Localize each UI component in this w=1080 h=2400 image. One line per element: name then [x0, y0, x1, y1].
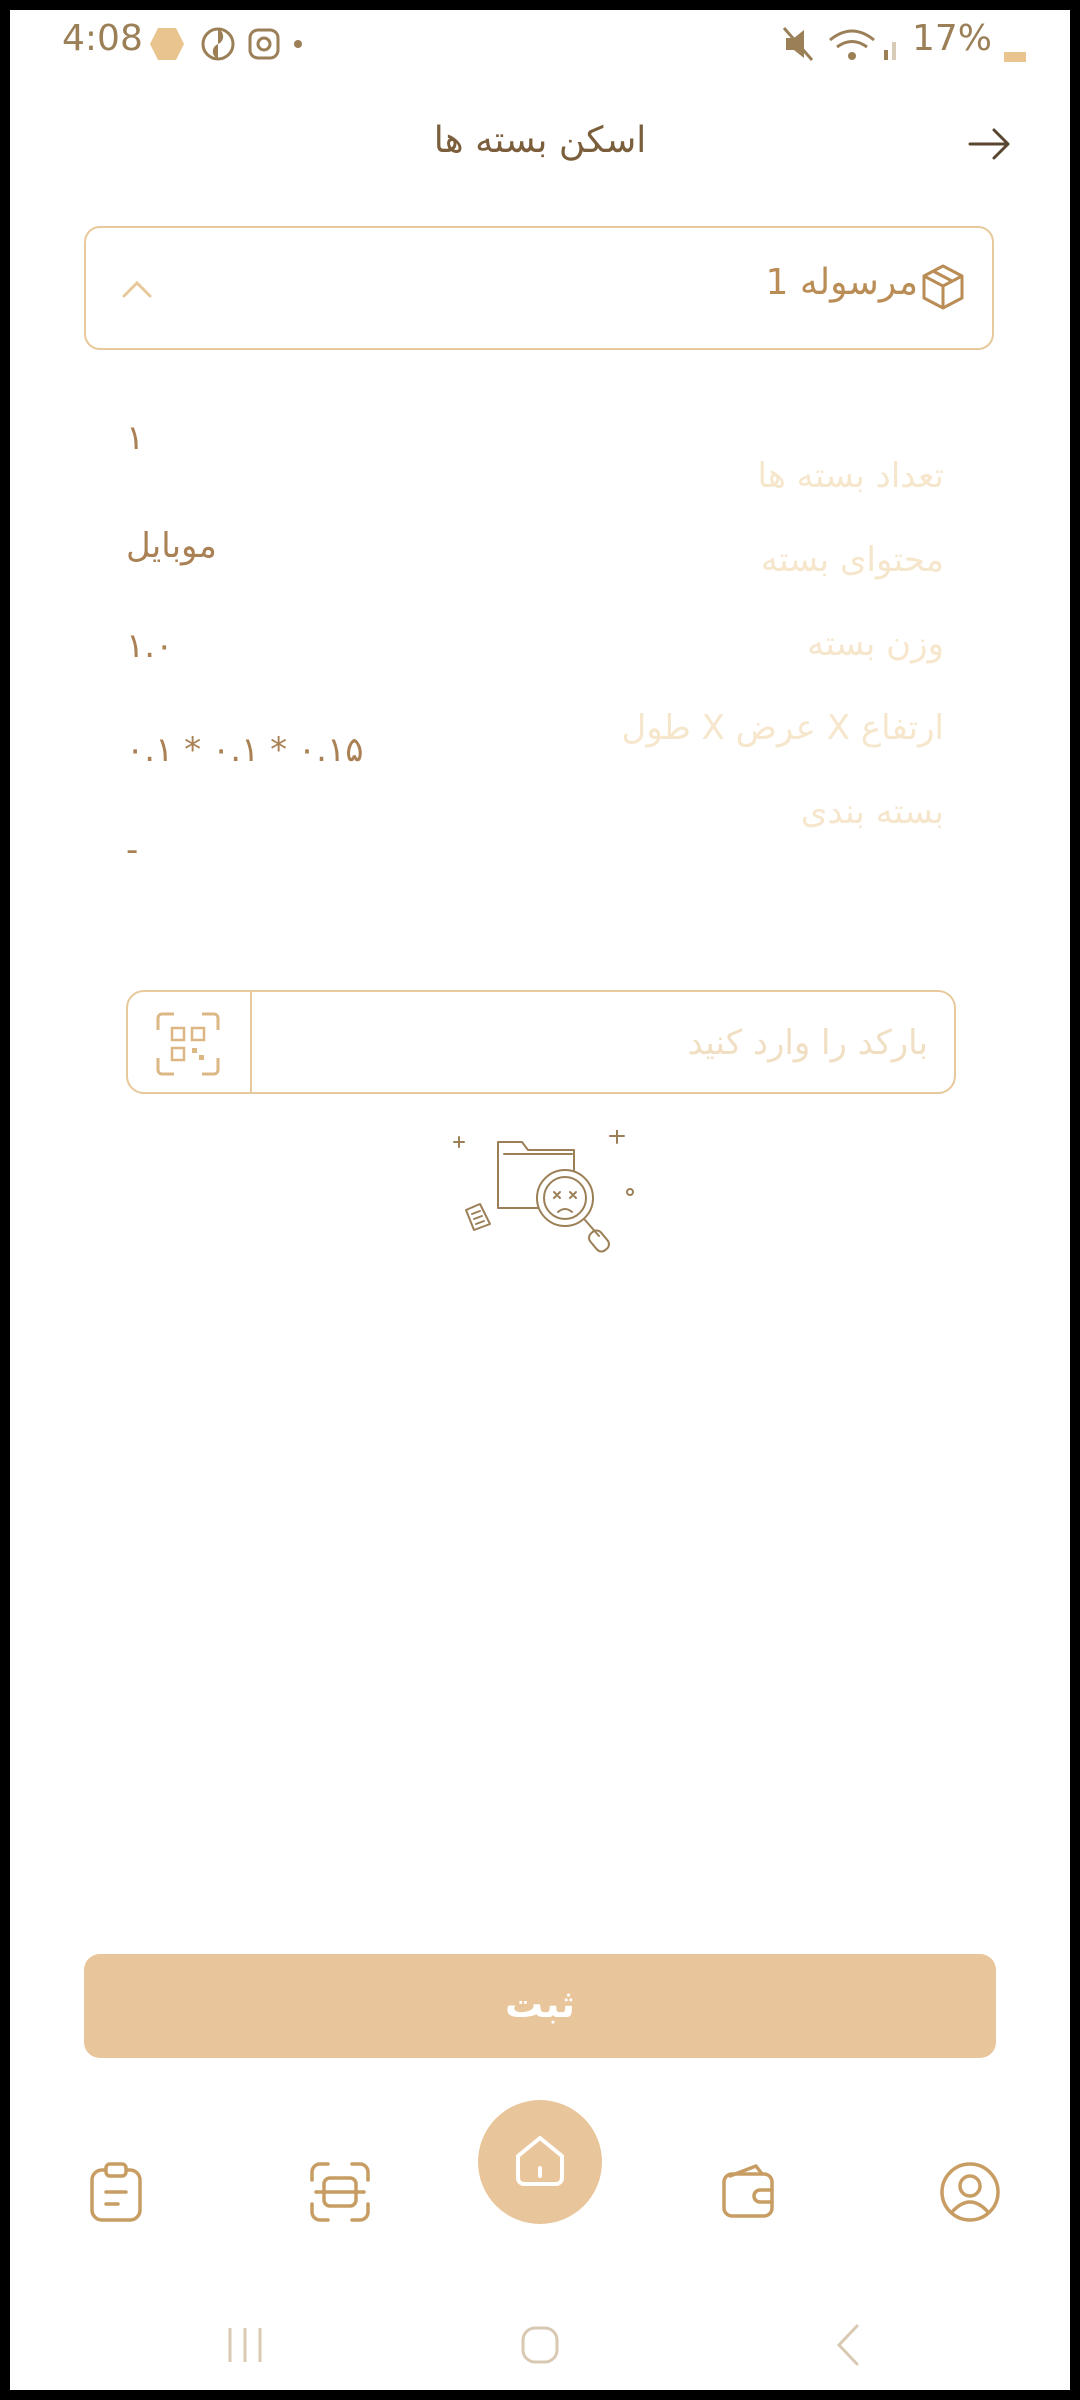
package-dimensions-label: ارتفاع X عرض X طول: [621, 708, 944, 748]
package-dimensions-value: ۰.۱ * ۰.۱ * ۰.۱۵: [126, 730, 364, 770]
packaging-value: -: [126, 830, 139, 870]
qr-scan-icon[interactable]: [154, 1010, 222, 1078]
system-status-icons: [780, 24, 910, 64]
shipment-label: مرسوله 1: [765, 262, 918, 303]
home-icon: [510, 2130, 570, 2190]
home-nav-icon[interactable]: [515, 2320, 565, 2370]
profile-icon[interactable]: [938, 2160, 1002, 2224]
package-weight-value: ۱.۰: [126, 626, 174, 666]
screen: [10, 10, 1070, 2390]
recent-apps-icon[interactable]: [220, 2320, 270, 2370]
submit-button[interactable]: ثبت: [84, 1954, 996, 2058]
barcode-divider: [250, 992, 252, 1092]
status-time: 4:08: [62, 18, 143, 59]
notification-icons: [148, 24, 308, 64]
package-count-value: ۱: [126, 418, 145, 458]
package-content-value: موبایل: [126, 526, 217, 566]
package-icon: [918, 262, 968, 312]
scan-icon[interactable]: [308, 2160, 372, 2224]
back-arrow-icon[interactable]: [960, 114, 1020, 174]
status-bar: [10, 10, 1070, 80]
package-count-label: تعداد بسته ها: [757, 456, 944, 496]
package-content-label: محتوای بسته: [760, 540, 944, 580]
barcode-field: [126, 990, 956, 1094]
packaging-label: بسته بندی: [800, 792, 944, 832]
empty-state-illustration: [450, 1130, 650, 1280]
orders-clipboard-icon[interactable]: [84, 2160, 148, 2224]
package-weight-label: وزن بسته: [807, 624, 944, 664]
chevron-up-icon[interactable]: [112, 264, 162, 314]
battery-level: 17%: [911, 18, 992, 59]
page-title: اسکن بسته ها: [433, 120, 647, 161]
battery-icon: [998, 24, 1032, 64]
back-nav-icon[interactable]: [825, 2320, 875, 2370]
wallet-icon[interactable]: [716, 2160, 780, 2224]
home-button[interactable]: [478, 2100, 602, 2224]
barcode-input[interactable]: [276, 992, 930, 1094]
shipment-card[interactable]: [84, 226, 994, 350]
